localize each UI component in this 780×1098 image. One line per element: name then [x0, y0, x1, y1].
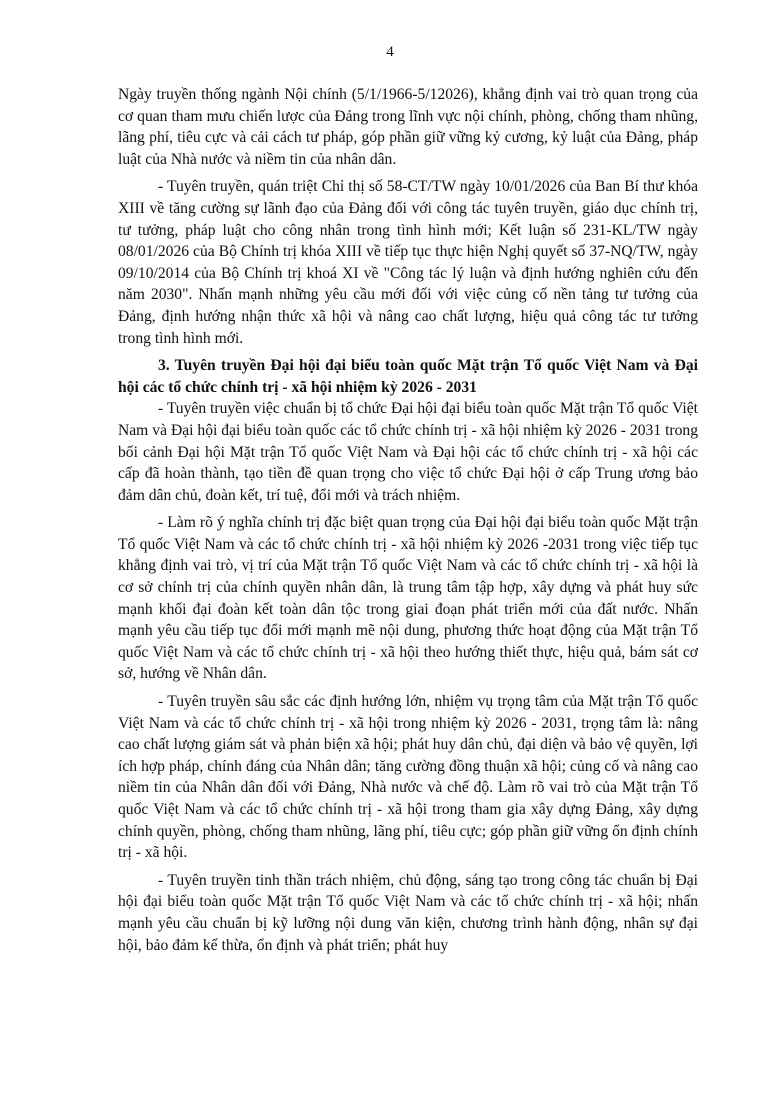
paragraph-continuation: Ngày truyền thống ngành Nội chính (5/1/1966-5/12026), khẳng định vai trò quan trọng của cơ quan tham mưu chiến lược của Đảng trong lĩnh vực nội chính, phòng, chống tham nhũng, lãng phí, tiêu cực và cải cách tư pháp, góp phần giữ vững kỷ cương, kỷ luật của Đảng, pháp luật của Nhà nước và niềm tin của nhân dân.: [118, 86, 698, 168]
paragraph-preparation: - Tuyên truyền việc chuẩn bị tổ chức Đại hội đại biểu toàn quốc Mặt trận Tổ quốc Việt Nam và Đại hội đại biểu toàn quốc các tổ chức chính trị - xã hội nhiệm kỳ 2026 - 2031 trong bối cảnh Đại hội Mặt trận Tổ quốc Việt Nam và Đại hội các tổ chức chính trị - xã hội các cấp đã hoàn thành, tạo tiền đề quan trọng cho việc tổ chức Đại hội ở cấp Trung ương bảo đảm dân chủ, đoàn kết, trí tuệ, đổi mới và trách nhiệm.: [118, 400, 698, 504]
section-heading-3: 3. Tuyên truyền Đại hội đại biểu toàn quốc Mặt trận Tổ quốc Việt Nam và Đại hội các tổ chức chính trị - xã hội nhiệm kỳ 2026 - 2031: [118, 357, 698, 396]
paragraph-key-orientations: - Tuyên truyền sâu sắc các định hướng lớn, nhiệm vụ trọng tâm của Mặt trận Tổ quốc Việt Nam và các tổ chức chính trị - xã hội trong nhiệm kỳ 2026 - 2031, trọng tâm là: nâng cao chất lượng giám sát và phản biện xã hội; phát huy dân chủ, đại diện và bảo vệ quyền, lợi ích hợp pháp, chính đáng của Nhân dân; tăng cường đồng thuận xã hội; củng cố và nâng cao niềm tin của Nhân dân đối với Đảng, Nhà nước và chế độ. Làm rõ vai trò của Mặt trận Tổ quốc Việt Nam và các tổ chức chính trị - xã hội trong tham gia xây dựng Đảng, xây dựng chính quyền, phòng, chống tham nhũng, lãng phí, tiêu cực; góp phần giữ vững ổn định chính trị - xã hội.: [118, 693, 698, 862]
paragraph-political-significance: - Làm rõ ý nghĩa chính trị đặc biệt quan trọng của Đại hội đại biểu toàn quốc Mặt trận Tổ quốc Việt Nam và các tổ chức chính trị - xã hội nhiệm kỳ 2026 -2031 trong việc tiếp tục khẳng định vai trò, vị trí của Mặt trận Tổ quốc Việt Nam và các tổ chức chính trị - xã hội là cơ sở chính trị của chính quyền nhân dân, là trung tâm tập hợp, xây dựng và phát huy sức mạnh khối đại đoàn kết toàn dân tộc trong giai đoạn phát triển mới của đất nước. Nhấn mạnh yêu cầu tiếp tục đổi mới mạnh mẽ nội dung, phương thức hoạt động của Mặt trận Tổ quốc Việt Nam và các tổ chức chính trị - xã hội theo hướng thiết thực, hiệu quả, bám sát cơ sở, hướng về Nhân dân.: [118, 514, 698, 683]
paragraph-directive-58: - Tuyên truyền, quán triệt Chỉ thị số 58-CT/TW ngày 10/01/2026 của Ban Bí thư khóa XIII về tăng cường sự lãnh đạo của Đảng đối với công tác tuyên truyền, giáo dục chính trị, tư tưởng, pháp luật cho công nhân trong tình hình mới; Kết luận số 231-KL/TW ngày 08/01/2026 của Bộ Chính trị khóa XIII về tiếp tục thực hiện Nghị quyết số 37-NQ/TW, ngày 09/10/2014 của Bộ Chính trị khoá XI về "Công tác lý luận và định hướng nghiên cứu đến năm 2030". Nhấn mạnh những yêu cầu mới đối với việc củng cố nền tảng tư tưởng của Đảng, định hướng nhận thức xã hội và nâng cao chất lượng, hiệu quả công tác tư tưởng trong tình hình mới.: [118, 178, 698, 347]
document-body: [118, 84, 698, 962]
page-number: 4: [386, 44, 394, 60]
paragraph-responsibility: - Tuyên truyền tinh thần trách nhiệm, chủ động, sáng tạo trong công tác chuẩn bị Đại hội đại biểu toàn quốc Mặt trận Tổ quốc Việt Nam và các tổ chức chính trị - xã hội; nhấn mạnh yêu cầu chuẩn bị kỹ lưỡng nội dung văn kiện, chương trình hành động, nhân sự đại hội, bảo đảm kế thừa, ổn định và phát triển; phát huy: [118, 871, 698, 954]
